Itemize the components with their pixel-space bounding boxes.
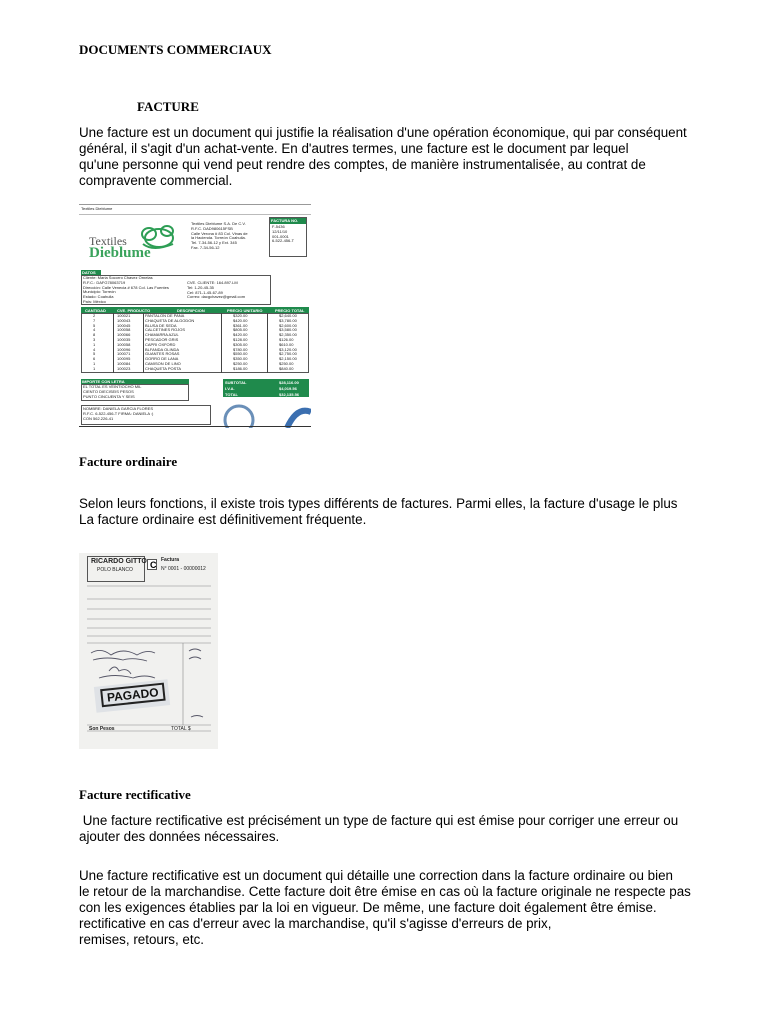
stamp-graphic-icon — [217, 398, 311, 428]
table-cell: 100035 — [117, 337, 131, 342]
text-line: remises, retours, etc. — [79, 932, 205, 947]
factura-box — [269, 217, 307, 257]
company-line: Fax. 7-34-56-12 — [191, 244, 220, 250]
table-cell: $126.00 — [279, 337, 294, 342]
table-cell: 100095 — [117, 356, 131, 362]
table-cell: $840.00 — [279, 365, 294, 371]
table-cell: 7 — [93, 317, 96, 323]
table-cell: 100043 — [117, 317, 131, 323]
paragraph-facture — [79, 125, 699, 189]
table-cell: $250.00 — [279, 361, 294, 366]
receipt-subtitle: POLO BLANCO — [97, 567, 133, 573]
factura-value: 12/11/10 — [272, 228, 288, 234]
client-line: País: México — [83, 298, 106, 304]
client-line: CVE. CLIENTE: 164.897.LM — [187, 280, 238, 285]
table-cell: CHAQUETA POSTA — [145, 365, 182, 371]
paid-stamp-text: PAGADO — [100, 683, 165, 708]
signature-text — [83, 407, 153, 421]
table-cell: $186.00 — [233, 365, 248, 371]
table-cell: BLUSA DE SEDA — [145, 322, 177, 328]
factura-value: 001-0001 — [272, 233, 289, 239]
text-line: Selon leurs fonctions, il existe trois types différents de factures. Parmi elles, la facture d'usage le plus — [79, 496, 678, 511]
total-value: $28,116.00 — [279, 380, 299, 385]
text-line: le retour de la marchandise. Cette facture doit être émise en cas où la facture originale ne respecte pas — [79, 884, 691, 899]
text-line: compravente commercial. — [79, 173, 233, 188]
importe-line: EL TOTAL ES VEINTIOCHO MIL — [83, 384, 142, 389]
table-cell: 4 — [93, 327, 96, 333]
receipt-doc-type: Factura — [161, 557, 180, 563]
column-header: CVE. PRODUCTO — [117, 307, 151, 313]
receipt-form-lines-icon — [79, 553, 218, 749]
logo-text-2: Dieblume — [89, 245, 151, 261]
table-cell: $610.00 — [279, 341, 294, 347]
receipt-image — [79, 553, 218, 749]
text-line: général, il s'agit d'un achat-vente. En d'autres termes, une facture est le document par lequel — [79, 141, 629, 156]
text-line: Une facture rectificative est un document qui détaille une correction dans la facture ordinaire ou bien — [79, 868, 673, 883]
signature-line: CON 562.226-41 — [83, 415, 114, 421]
column-header: PRECIO UNITARIO — [227, 307, 263, 313]
table-cell: CALCETINES ROJOS — [145, 327, 186, 333]
document-title: DOCUMENTS COMMERCIAUX — [79, 42, 272, 57]
table-cell: 3 — [93, 337, 96, 342]
table-cell: $3,780.00 — [279, 317, 297, 323]
table-cell: 100058 — [117, 341, 131, 347]
factura-value: F-5436 — [272, 224, 285, 229]
column-header: CANTIDAD — [85, 307, 106, 313]
table-cell: CHAMARRA AZUL — [145, 332, 179, 338]
paragraph-rectificative-2 — [79, 868, 699, 948]
client-info — [83, 276, 169, 305]
table-cell: 100023 — [117, 365, 131, 371]
signature-line: R.F.C. 6-522-456-T FIRMA: DANIELA :) — [83, 410, 154, 416]
totals-box — [223, 379, 309, 397]
text-line: Une facture rectificative est précisément un type de facture qui est émise pour corriger une erreur ou — [79, 813, 679, 828]
client-line: Estado: Coahuila — [83, 294, 114, 300]
table-cell: 8 — [93, 332, 96, 338]
table-cell: $2,600.00 — [279, 322, 297, 328]
table-divider — [267, 313, 268, 373]
receipt-name: RICARDO GITTO — [91, 558, 147, 565]
table-cell: $2,150.00 — [279, 356, 297, 362]
table-cell: 100071 — [117, 351, 131, 357]
table-cell: 4 — [93, 346, 96, 352]
table-cell: $780.00 — [233, 346, 248, 352]
table-cell: 1 — [93, 361, 96, 366]
company-info — [191, 222, 248, 251]
table-cell: GUANTES ROSAS — [145, 351, 180, 357]
section-heading-rectificative: Facture rectificative — [79, 787, 191, 802]
text-line: rectificative en cas d'erreur avec la marchandise, qu'il s'agisse d'erreurs de prix, — [79, 916, 552, 931]
table-cell: 1 — [93, 341, 96, 347]
factura-value: 6-522-456-T — [272, 238, 295, 244]
text-line: con les exigences établies par la loi en vigueur. De même, une facture doit également être émise. — [79, 900, 657, 915]
table-cell: 2 — [93, 313, 96, 318]
company-line: R.F.C. DAD980615FSB — [191, 225, 233, 231]
product-table — [81, 313, 309, 373]
total-value: $4,019.56 — [279, 386, 297, 391]
table-cell: CAPRI OXFORD — [145, 341, 176, 347]
table-cell: $3,580.00 — [279, 327, 297, 333]
paragraph-ordinaire — [79, 496, 699, 528]
table-cell: 100096 — [117, 346, 131, 352]
table-cell: $2,750.00 — [279, 351, 297, 357]
table-divider — [221, 313, 222, 373]
signature-line: NOMBRE: DANIELA GARCIA FLORES — [83, 406, 154, 411]
table-cell: 100058 — [117, 327, 131, 333]
table-cell: $805.00 — [233, 327, 248, 333]
company-line: Tel. 7-34-56-12 y Ext. 345 — [191, 240, 237, 246]
logo — [85, 220, 185, 270]
client-line: Dirección: Calle Venecia # 678 Col. Las Fuentes — [83, 284, 169, 290]
table-cell: $128.00 — [233, 337, 248, 342]
divider — [79, 214, 311, 215]
table-cell: 1 — [93, 365, 96, 371]
table-cell: $250.00 — [233, 361, 248, 366]
client-info-right — [187, 281, 245, 300]
importe-line: PUNTO CINCUENTA Y SEIS — [83, 393, 135, 399]
table-cell: BLFANDA OLINDA — [145, 346, 180, 352]
company-line: Calle Verona # 83 Col. Vinas de — [191, 230, 248, 236]
importe-label: IMPORTE CON LETRA — [82, 379, 125, 384]
client-line: Municipio: Torreón — [83, 289, 116, 295]
total-label: I.V.A. — [225, 386, 235, 391]
table-cell: 100045 — [117, 322, 131, 328]
divider — [79, 426, 311, 427]
table-cell: $320.00 — [233, 313, 248, 318]
invoice-image — [79, 202, 311, 428]
client-line: Tel: 1-20-45-35 — [187, 284, 214, 290]
client-line: Correo: dacgchavez@gmail.com — [187, 294, 246, 300]
datos-label: DATOS — [82, 270, 96, 275]
text-line: Une facture est un document qui justifie la réalisation d'une opération économique, qui par conséquent — [79, 125, 687, 140]
receipt-total-label: TOTAL $ — [171, 726, 191, 732]
paragraph-rectificative-1 — [79, 813, 699, 845]
client-line: Cliente: Maria Socorro Chavez Ornelas — [83, 275, 153, 280]
table-cell: $361.00 — [233, 322, 248, 328]
table-cell: $350.00 — [233, 356, 248, 362]
table-cell: $3,120.00 — [279, 346, 297, 352]
factura-values — [272, 225, 294, 244]
receipt-letter: C — [150, 560, 157, 570]
table-cell: 100084 — [117, 361, 131, 366]
column-header: PRECIO TOTAL — [275, 307, 305, 313]
receipt-number: N° 0001 - 00000012 — [161, 566, 206, 572]
table-cell: 100021 — [117, 313, 131, 318]
divider — [79, 204, 311, 205]
table-cell: GORRO DE LANA — [145, 356, 179, 362]
invoice-top-label: Textiles Dieblume — [81, 206, 113, 211]
table-cell: $2,640.00 — [279, 313, 297, 318]
table-cell: 5 — [93, 322, 96, 328]
table-cell: $420.00 — [233, 317, 248, 323]
logo-text-1: Textiles — [89, 234, 127, 248]
text-line: ajouter des données nécessaires. — [79, 829, 280, 844]
importe-text — [83, 385, 141, 399]
column-header: DESCRIPCION — [177, 307, 205, 313]
company-line: Textiles Dieblume S.A. De C.V. — [191, 221, 246, 226]
table-cell: CAMISON DE LINO — [145, 361, 181, 366]
total-label: TOTAL — [225, 392, 238, 397]
text-line: qu'une personne qui vend peut rendre des comptes, de manière instrumentalisée, au contrat de — [79, 157, 646, 172]
section-heading-ordinaire: Facture ordinaire — [79, 454, 178, 469]
table-cell: $550.00 — [233, 351, 248, 357]
table-cell: $2,350.00 — [279, 332, 297, 338]
table-divider — [113, 313, 114, 373]
table-cell: 5 — [93, 351, 96, 357]
table-cell: $420.00 — [233, 332, 248, 338]
importe-line: CIENTO DIECISEIS PESOS — [83, 388, 134, 394]
table-divider — [143, 313, 144, 373]
text-line: La facture ordinaire est définitivement fréquente. — [79, 512, 367, 527]
total-value: $32,135.56 — [279, 392, 300, 397]
table-cell: 6 — [93, 356, 96, 362]
client-line: R.F.C.: DAFG78063719 — [83, 279, 126, 285]
table-cell: CHAQUETA DE ALGODON — [145, 317, 195, 323]
table-cell: 100066 — [117, 332, 131, 338]
section-heading-facture: FACTURE — [137, 99, 199, 114]
table-cell: PESCADOR GRIS — [145, 337, 179, 342]
client-line: Cel: 871-1-45-67-89 — [187, 289, 223, 295]
total-label: SUBTOTAL — [225, 380, 247, 385]
table-cell: PANTALON DE PANA — [145, 313, 185, 318]
receipt-bottom-label: Son Pesos — [89, 726, 115, 732]
table-cell: $305.00 — [233, 341, 248, 347]
company-line: la Hacienda. Torreón Coahuila. — [191, 235, 246, 241]
factura-label: FACTURA NO. — [271, 218, 299, 223]
